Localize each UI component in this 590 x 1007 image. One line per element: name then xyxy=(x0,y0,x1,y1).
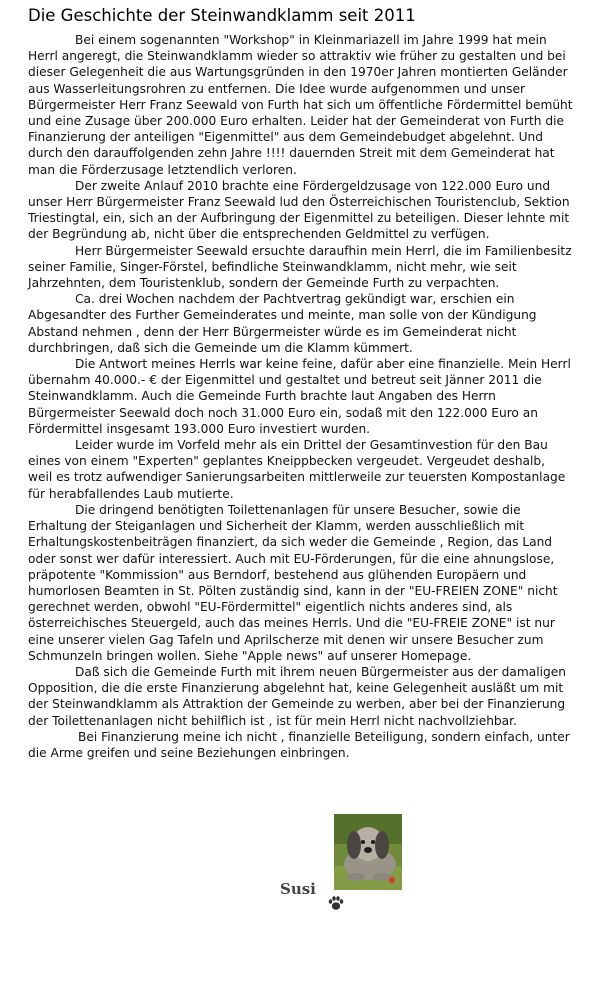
paragraph: Die Antwort meines Herrls war keine feine, dafür aber eine finanzielle. Mein Herrl übernahm 40.000.- € der Eigenmittel und gestaltet und betreut seit Jänner 2011 die Steinwandklamm. Auch die Gemeinde Furth brachte laut Angaben des Herrn Bürgermeister Seewald doch noch 31.000 Euro ein, sodaß mit den 122.000 Euro an Fördermittel insgesamt 193.000 Euro investiert wurden. xyxy=(28,357,571,436)
paragraph: Der zweite Anlauf 2010 brachte eine Fördergeldzusage von 122.000 Euro und unser Herr Bürgermeister Franz Seewald lud den Österreichischen Touristenclub, Sektion Triestingtal, ein, sich an der Aufbringung der Eigenmittel zu beteiligen. Dieser lehnte mit der Begründung ab, nicht über die entsprechenden Geldmittel zu verfügen. xyxy=(28,178,570,242)
paw-print-icon xyxy=(327,894,345,912)
paragraph: Leider wurde im Vorfeld mehr als ein Drittel der Gesamtinvestion für den Bau eines von einem "Experten" geplantes Kneippbecken vergeudet. Vergeudet deshalb, weil es trotz aufwendiger Sanierungsarbeiten mittlerweile zur teuersten Kompostanlage für herabfallendes Laub mutierte. xyxy=(28,438,566,501)
paragraph: Daß sich die Gemeinde Furth mit ihrem neuen Bürgermeister aus der damaligen Opposition, die die erste Finanzierung abgelehnt hat, keine Gelegenheit ausläßt um mit der Steinwandklamm als Attraktion der Gemeinde zu werben, aber bei der Finanzierung der Toilettenanlagen nicht behilflich ist , ist für mein Herrl nicht nachvollziehbar. xyxy=(28,664,566,728)
paragraph: Bei Finanzierung meine ich nicht , finanzielle Beteiligung, sondern einfach, unter die Arme greifen und seine Beziehungen einbringen. xyxy=(28,729,570,760)
paragraph: Ca. drei Wochen nachdem der Pachtvertrag gekündigt war, erschien ein Abgesandter des Further Gemeinderates und meinte, man solle von der Kündigung Abstand nehmen , denn der Herr Bürgermeister würde es im Gemeinderat nicht durchbringen, daß sich die Gemeinde um die Klamm kümmert. xyxy=(28,292,537,355)
document-body xyxy=(28,32,573,761)
page-title: Die Geschichte der Steinwandklamm seit 2011 xyxy=(28,6,416,25)
paragraph: Herr Bürgermeister Seewald ersuchte daraufhin mein Herrl, die im Familienbesitz seiner Familie, Singer-Förstel, befindliche Steinwandklamm, nicht mehr, wie seit Jahrzehnten, dem Touristenklub, sondern der Gemeinde Furth zu verpachten. xyxy=(28,243,572,291)
paragraph: Bei einem sogenannten "Workshop" in Kleinmariazell im Jahre 1999 hat mein Herrl angeregt, die Steinwandklamm wieder so attraktiv wie früher zu gestalten und bei dieser Gelegenheit die aus Wartungsgründen in den 1970er Jahren montierten Geländer aus Wasserleitungsrohren zu entfernen. Die Idee wurde aufgenommen und unser Bürgermeister Herr Franz Seewald von Furth hat sich um öffentliche Fördermittel bemüht und eine Zusage über 200.000 Euro erhalten. Leider hat der Gemeinderat von Furth die Finanzierung der anteiligen "Eigenmittel" aus dem Gemeindebudget abgelehnt. Und durch den darauffolgenden zehn Jahre !!!! dauernden Streit mit dem Gemeinderat hat man die Förderzusage letztendlich verloren. xyxy=(28,33,573,177)
signature: Susi xyxy=(280,880,316,898)
paragraph: Die dringend benötigten Toilettenanlagen für unsere Besucher, sowie die Erhaltung der Steiganlagen und Sicherheit der Klamm, werden ausschließlich mit Erhaltungskostenbeiträgen finanziert, da sich weder die Gemeinde , Region, das Land oder sonst wer dafür interessiert. Auch mit EU-Förderungen, für die eine ahnungslose, präpotente "Kommission" aus Berndorf, bestehend aus glühenden Europäern und humorlosen Beamten in St. Pölten zuständig sind, kann in der "EU-FREIEN ZONE" nicht gerechnet werden, obwohl "EU-Fördermittel" eigentlich nichts anderes sind, als österreichisches Steuergeld, auch das meines Herrls. Und die "EU-FREIE ZONE" ist nur eine unserer vielen Gag Tafeln und Aprilscherze mit denen wir unsere Besucher zum Schmunzeln bringen wollen. Siehe "Apple news" auf unserer Homepage. xyxy=(28,502,558,663)
dog-photo xyxy=(334,814,402,890)
